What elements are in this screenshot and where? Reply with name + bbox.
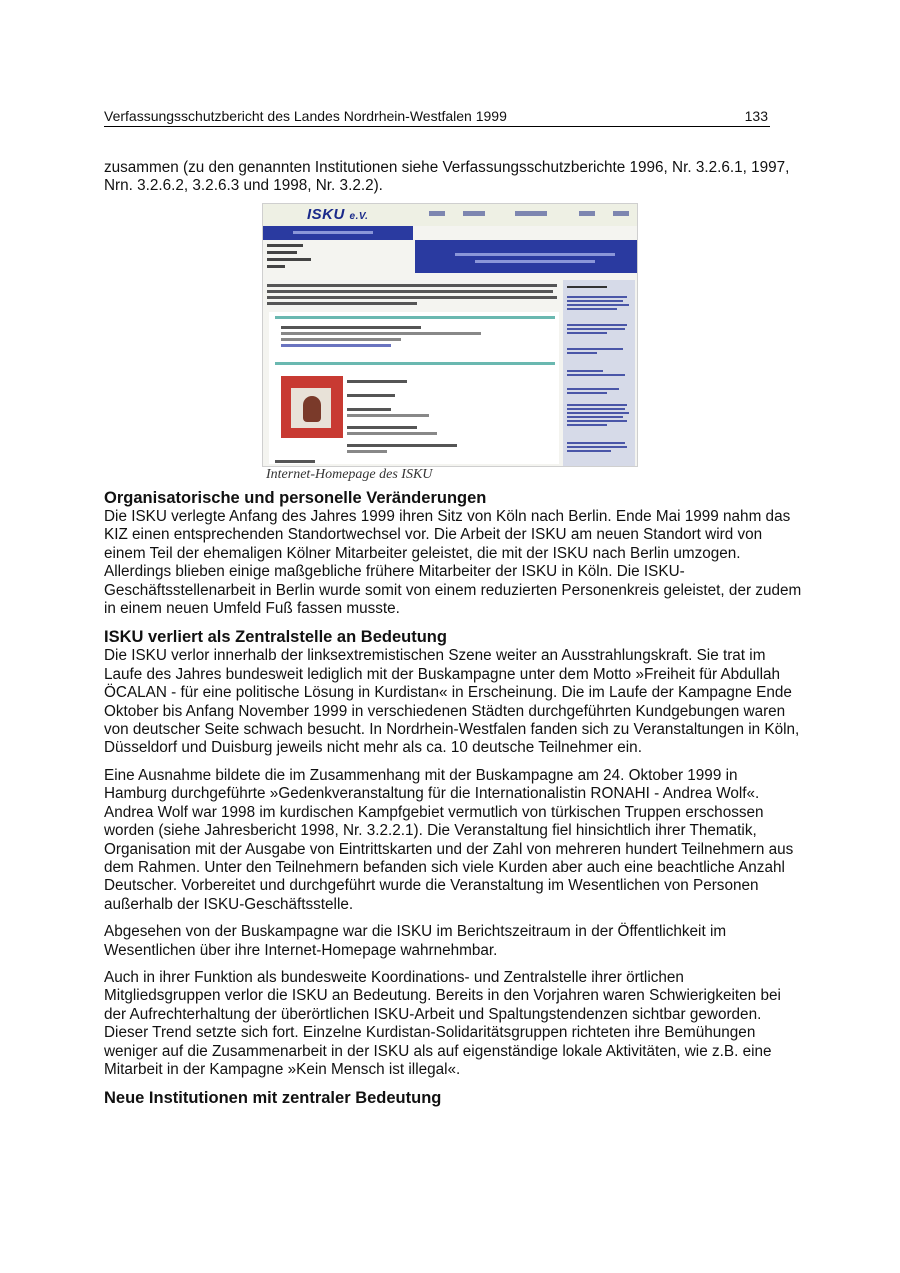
- site-text-line: [267, 284, 557, 287]
- site-text-line: [267, 290, 553, 293]
- site-nav-link: [579, 211, 595, 216]
- site-text-line: [281, 332, 481, 335]
- section-heading: ISKU verliert als Zentralstelle an Bedeutung: [104, 628, 447, 647]
- site-nav-link: [515, 211, 547, 216]
- site-text-line: [347, 426, 417, 429]
- site-text-line: [281, 338, 401, 341]
- site-photo: [281, 376, 343, 438]
- site-banner: [415, 240, 638, 273]
- site-text-line: [347, 408, 391, 411]
- section-heading: Organisatorische und personelle Veränderungen: [104, 489, 487, 507]
- site-text-line: [347, 414, 429, 417]
- site-text-line: [267, 296, 557, 299]
- site-nav-link: [463, 211, 485, 216]
- figure-caption: Internet-Homepage des ISKU: [266, 467, 433, 482]
- site-logo-text: ISKU: [307, 206, 345, 223]
- site-topbar: [263, 204, 638, 226]
- homepage-figure: [262, 203, 638, 485]
- running-title: Verfassungsschutzbericht des Landes Nordrhein-Westfalen 1999: [104, 108, 507, 124]
- site-text-line: [275, 460, 315, 463]
- site-divider: [275, 362, 555, 365]
- body-paragraph: Auch in ihrer Funktion als bundesweite Koordinations- und Zentralstelle ihrer örtlichen Mitgliedsgruppen verlor die ISKU an Bedeutung. Bereits in den Vorjahren waren Schwierigkeiten bei der Aufrechterhaltung der überörtlichen ISKU-Arbeit und Spaltungstendenzen sichtbar geworden. Dieser Trend setzte sich fort. Einzelne Kurdistan-Solidaritätsgruppen richteten ihre Bemühungen weniger auf die Zusammenarbeit in der ISKU als auf eigenständige lokale Aktivitäten, wie z.B. eine Mitarbeit in der Kampagne »Kein Mensch ist illegal«.: [104, 968, 781, 1078]
- body-paragraph: Abgesehen von der Buskampagne war die ISKU im Berichtszeitraum in der Öffentlichkeit im Wesentlichen über ihre Internet-Homepage wahrnehmbar.: [104, 923, 727, 959]
- site-text-line: [281, 326, 421, 329]
- page-header: [104, 106, 770, 127]
- site-subbar: [263, 226, 413, 240]
- site-divider: [275, 316, 555, 319]
- site-nav-link: [429, 211, 445, 216]
- site-text-line: [347, 394, 395, 397]
- page-number: 133: [744, 108, 768, 124]
- site-text-line: [347, 380, 407, 383]
- homepage-screenshot: [262, 203, 638, 467]
- site-sidebar: [563, 280, 635, 466]
- body-paragraph: Eine Ausnahme bildete die im Zusammenhang mit der Buskampagne am 24. Oktober 1999 in Hamburg durchgeführte »Gedenkveranstaltung für die Internationalistin RONAHI - Andrea Wolf«. Andrea Wolf war 1998 im kurdischen Kampfgebiet vermutlich von türkischen Truppen erschossen worden (siehe Jahresbericht 1998, Nr. 3.2.2.1). Die Veranstaltung fiel hinsichtlich ihrer Thematik, Organisation mit der Ausgabe von Eintrittskarten und der Zahl von mehreren hundert Teilnehmern aus dem Rahmen. Unter den Teilnehmern befanden sich viele Kurden aber auch eine beachtliche Anzahl Deutscher. Vorbereitet und durchgeführt wurde die Veranstaltung im Wesentlichen von Personen außerhalb der ISKU-Geschäftsstelle.: [104, 766, 794, 913]
- body-paragraph: Die ISKU verlegte Anfang des Jahres 1999 ihren Sitz von Köln nach Berlin. Ende Mai 1999 nahm das KIZ einen entsprechenden Standortwechsel vor. Die Arbeit der ISKU am neuen Standort wird von einem Teil der ehemaligen Kölner Mitarbeiter geleistet, die mit der ISKU nach Berlin umzogen. Allerdings blieben einige maßgebliche frühere Mitarbeiter der ISKU in Köln. Die ISKU-Geschäftsstellenarbeit in Berlin wurde somit von einem reduzierten Personenkreis geleistet, der zudem in einem neuen Umfeld Fuß fassen musste.: [104, 508, 802, 618]
- main-content: [104, 488, 804, 1108]
- site-address-block: [267, 244, 311, 272]
- site-text-line: [267, 302, 417, 305]
- site-text-line: [347, 444, 457, 447]
- intro-paragraph: zusammen (zu den genannten Institutionen siehe Verfassungsschutzberichte 1996, Nr. 3.2.6.1, 1997, Nrn. 3.2.6.2, 3.2.6.3 und 1998, Nr. 3.2.2).: [104, 159, 790, 195]
- site-text-line: [347, 450, 387, 453]
- site-nav-link: [613, 211, 629, 216]
- body-paragraph: Die ISKU verlor innerhalb der linksextremistischen Szene weiter an Ausstrahlungskraft. Sie trat im Laufe des Jahres bundesweit lediglich mit der Buskampagne unter dem Motto »Freiheit für Abdullah ÖCALAN - für eine politische Lösung in Kurdistan« in Erscheinung. Die im Laufe der Kampagne Ende Oktober bis Anfang November 1999 in verschiedenen Städten durchgeführten Kundgebungen waren von deutscher Seite schwach besucht. In Nordrhein-Westfalen fanden sich zu Veranstaltungen in Köln, Düsseldorf und Duisburg jeweils nicht mehr als ca. 10 deutsche Teilnehmer ein.: [104, 647, 800, 757]
- site-logo-suffix: e.V.: [349, 211, 369, 222]
- site-logo: [307, 206, 368, 223]
- site-text-line: [347, 432, 437, 435]
- site-text-line: [281, 344, 391, 347]
- section-heading: Neue Institutionen mit zentraler Bedeutung: [104, 1089, 442, 1108]
